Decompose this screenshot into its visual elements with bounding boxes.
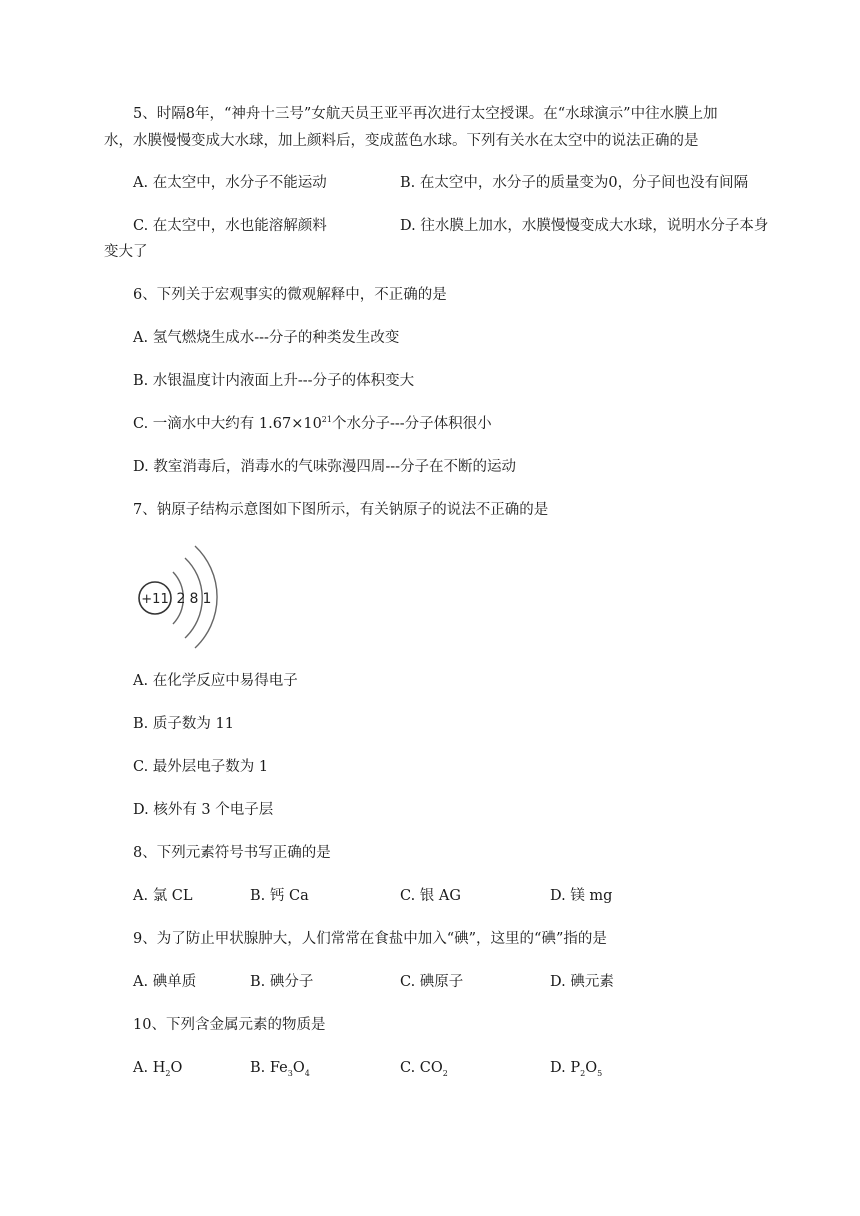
q10-option-b-f2: O — [292, 1060, 305, 1076]
q10-option-b-s1: 3 — [287, 1068, 293, 1078]
q8-stem: 8、下列元素符号书写正确的是 — [133, 845, 331, 861]
shell-1-electrons: 2 — [176, 591, 186, 607]
q6-option-a: A. 氢气燃烧生成水---分子的种类发生改变 — [133, 330, 400, 346]
q10-option-c-s1: 2 — [442, 1068, 448, 1078]
q10-option-d — [550, 1058, 602, 1078]
q6-option-c — [133, 414, 492, 434]
q9-option-b: B. 碘分子 — [250, 974, 314, 990]
q6-option-c-post: 个水分子---分子体积很小 — [331, 416, 492, 432]
q10-option-a-f2: O — [170, 1060, 183, 1076]
q5-option-d: D. 往水膜上加水，水膜慢慢变成大水球，说明水分子本身 — [400, 218, 769, 234]
q6-option-d: D. 教室消毒后，消毒水的气味弥漫四周---分子在不断的运动 — [133, 459, 517, 475]
q9-stem: 9、为了防止甲状腺肿大，人们常常在食盐中加入“碘”，这里的“碘”指的是 — [133, 931, 607, 947]
q5-option-c: C. 在太空中，水也能溶解颜料 — [133, 218, 327, 234]
q5-option-d-cont: 变大了 — [104, 244, 148, 260]
q7-option-b: B. 质子数为 11 — [133, 716, 234, 732]
q6-option-c-pre: C. 一滴水中大约有 1.67×10 — [133, 416, 322, 432]
q10-option-b-f1: Fe — [269, 1060, 288, 1076]
nucleus-charge: +11 — [141, 592, 169, 607]
q5-stem-line2: 水，水膜慢慢变成大水球，加上颜料后，变成蓝色水球。下列有关水在太空中的说法正确的是 — [104, 133, 699, 149]
q10-option-c-f1: CO — [419, 1060, 443, 1076]
q10-option-c-label: C. — [400, 1060, 420, 1076]
q9-option-a: A. 碘单质 — [133, 974, 197, 990]
q10-option-d-s1: 2 — [580, 1068, 586, 1078]
q10-option-c — [400, 1058, 448, 1078]
q10-option-a-label: A. — [133, 1060, 153, 1076]
q7-option-a: A. 在化学反应中易得电子 — [133, 673, 298, 689]
q6-stem: 6、下列关于宏观事实的微观解释中，不正确的是 — [133, 287, 447, 303]
q5-stem-line1: 5、时隔8年，“神舟十三号”女航天员王亚平再次进行太空授课。在“水球演示”中往水膜上加 — [133, 106, 718, 122]
q10-option-a-s1: 2 — [165, 1068, 171, 1078]
q10-option-d-f2: O — [585, 1060, 598, 1076]
q10-option-b-label: B. — [250, 1060, 270, 1076]
q5-option-b: B. 在太空中，水分子的质量变为0，分子间也没有间隔 — [400, 175, 749, 191]
q8-option-a: A. 氯 CL — [133, 888, 193, 904]
q8-option-c: C. 银 AG — [400, 888, 461, 904]
q10-option-b — [250, 1058, 310, 1078]
shell-2-electrons: 8 — [189, 591, 199, 607]
q6-option-b: B. 水银温度计内液面上升---分子的体积变大 — [133, 373, 415, 389]
q10-option-a — [133, 1058, 182, 1078]
q10-option-d-f1: P — [570, 1060, 581, 1076]
q7-stem: 7、钠原子结构示意图如下图所示，有关钠原子的说法不正确的是 — [133, 502, 549, 518]
q7-option-d: D. 核外有 3 个电子层 — [133, 802, 274, 818]
q8-option-b: B. 钙 Ca — [250, 888, 309, 904]
q8-option-d: D. 镁 mg — [550, 888, 613, 904]
q9-option-d: D. 碘元素 — [550, 974, 614, 990]
q9-option-c: C. 碘原子 — [400, 974, 464, 990]
q7-option-c: C. 最外层电子数为 1 — [133, 759, 269, 775]
q6-option-c-exponent: 21 — [321, 415, 332, 425]
q5-option-a: A. 在太空中，水分子不能运动 — [133, 175, 327, 191]
q10-option-a-f1: H — [152, 1060, 166, 1076]
q10-option-d-s2: 5 — [597, 1068, 603, 1078]
q10-stem: 10、下列含金属元素的物质是 — [133, 1017, 326, 1033]
shell-3-electrons: 1 — [202, 591, 212, 607]
q10-option-d-label: D. — [550, 1060, 571, 1076]
q10-option-b-s2: 4 — [304, 1068, 310, 1078]
sodium-atom-diagram — [133, 540, 223, 650]
